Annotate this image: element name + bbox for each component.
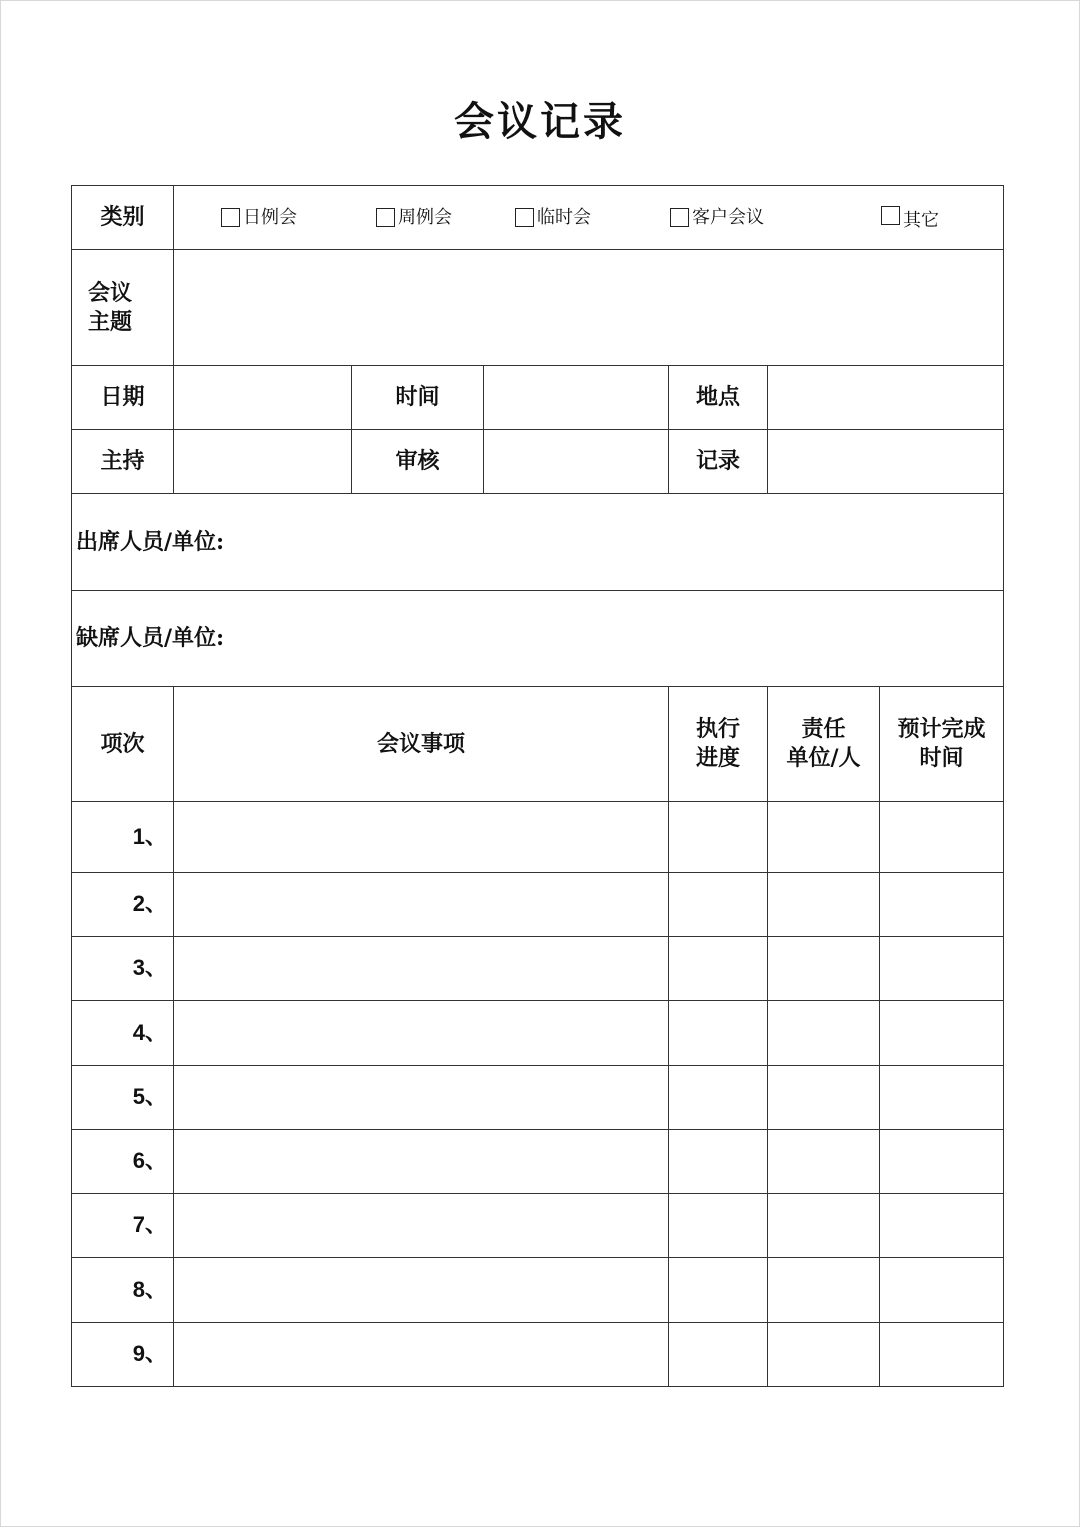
location-input[interactable] (768, 366, 1004, 430)
row-due-input[interactable] (880, 1130, 1004, 1194)
row-item-input[interactable] (174, 1194, 669, 1258)
checkbox-icon[interactable] (376, 208, 395, 227)
row-item-input[interactable] (174, 1066, 669, 1130)
checkbox-icon[interactable] (221, 208, 240, 227)
header-owner-line2: 单位/人 (786, 745, 861, 771)
row-owner-input[interactable] (768, 937, 880, 1001)
row-number: 9、 (72, 1323, 174, 1387)
category-option-label: 周例会 (398, 206, 452, 228)
meeting-record-form (71, 185, 1004, 1387)
time-input[interactable] (484, 366, 669, 430)
topic-label-line2: 主题 (88, 308, 133, 335)
row-progress-input[interactable] (669, 1258, 768, 1323)
category-option-label: 其它 (903, 209, 939, 231)
category-option-weekly[interactable] (376, 206, 452, 229)
row-number: 3、 (72, 937, 174, 1001)
row-item-input[interactable] (174, 1258, 669, 1323)
table-row (72, 1066, 1004, 1130)
row-due-input[interactable] (880, 802, 1004, 873)
checkbox-icon[interactable] (670, 208, 689, 227)
row-owner-input[interactable] (768, 1066, 880, 1130)
attendees-field[interactable] (72, 494, 1004, 591)
header-progress-line1: 执行 (695, 716, 740, 743)
row-item-input[interactable] (174, 802, 669, 873)
category-option-label: 日例会 (243, 206, 297, 228)
review-label: 审核 (352, 430, 484, 494)
table-row (72, 1001, 1004, 1066)
row-owner-input[interactable] (768, 873, 880, 937)
row-progress-input[interactable] (669, 1130, 768, 1194)
row-number: 4、 (72, 1001, 174, 1066)
topic-label-line1: 会议 (88, 279, 133, 306)
row-number: 6、 (72, 1130, 174, 1194)
row-item-input[interactable] (174, 1323, 669, 1387)
page-title: 会议记录 (454, 98, 626, 145)
row-progress-input[interactable] (669, 937, 768, 1001)
category-option-other[interactable] (881, 209, 939, 232)
attendees-label: 出席人员/单位: (76, 528, 225, 555)
header-owner-line1: 责任 (801, 716, 846, 743)
category-option-daily[interactable] (221, 206, 297, 229)
header-due (880, 687, 1004, 802)
row-due-input[interactable] (880, 1001, 1004, 1066)
host-label: 主持 (72, 430, 174, 494)
category-option-label: 客户会议 (692, 206, 764, 228)
time-label: 时间 (352, 366, 484, 430)
row-progress-input[interactable] (669, 873, 768, 937)
row-due-input[interactable] (880, 1194, 1004, 1258)
row-item-input[interactable] (174, 873, 669, 937)
row-number: 2、 (72, 873, 174, 937)
row-owner-input[interactable] (768, 1194, 880, 1258)
recorder-input[interactable] (768, 430, 1004, 494)
review-input[interactable] (484, 430, 669, 494)
date-input[interactable] (174, 366, 352, 430)
category-option-adhoc[interactable] (515, 206, 591, 229)
header-item: 会议事项 (174, 687, 669, 802)
row-due-input[interactable] (880, 1323, 1004, 1387)
row-item-input[interactable] (174, 937, 669, 1001)
date-label: 日期 (72, 366, 174, 430)
row-progress-input[interactable] (669, 1066, 768, 1130)
table-row (72, 937, 1004, 1001)
header-due-line2: 时间 (919, 745, 964, 771)
host-input[interactable] (174, 430, 352, 494)
checkbox-icon[interactable] (881, 206, 900, 225)
row-number: 7、 (72, 1194, 174, 1258)
category-options (174, 186, 1004, 250)
table-row (72, 1130, 1004, 1194)
row-due-input[interactable] (880, 937, 1004, 1001)
table-row (72, 1258, 1004, 1323)
table-row (72, 1194, 1004, 1258)
row-progress-input[interactable] (669, 802, 768, 873)
row-number: 5、 (72, 1066, 174, 1130)
row-number: 1、 (72, 802, 174, 873)
row-item-input[interactable] (174, 1001, 669, 1066)
topic-label (72, 250, 174, 366)
table-row (72, 873, 1004, 937)
checkbox-icon[interactable] (515, 208, 534, 227)
row-due-input[interactable] (880, 1258, 1004, 1323)
category-option-client[interactable] (670, 206, 764, 229)
category-label: 类别 (72, 186, 174, 250)
header-index: 项次 (72, 687, 174, 802)
absentees-label: 缺席人员/单位: (76, 625, 225, 652)
location-label: 地点 (669, 366, 768, 430)
absentees-field[interactable] (72, 591, 1004, 687)
row-item-input[interactable] (174, 1130, 669, 1194)
row-number: 8、 (72, 1258, 174, 1323)
row-progress-input[interactable] (669, 1194, 768, 1258)
table-row (72, 802, 1004, 873)
row-owner-input[interactable] (768, 1258, 880, 1323)
row-progress-input[interactable] (669, 1001, 768, 1066)
row-due-input[interactable] (880, 1066, 1004, 1130)
row-due-input[interactable] (880, 873, 1004, 937)
table-row (72, 1323, 1004, 1387)
header-due-line1: 预计完成 (897, 716, 986, 743)
recorder-label: 记录 (669, 430, 768, 494)
header-progress-line2: 进度 (695, 745, 740, 771)
row-owner-input[interactable] (768, 1130, 880, 1194)
header-owner (768, 687, 880, 802)
header-progress (669, 687, 768, 802)
row-owner-input[interactable] (768, 1323, 880, 1387)
category-option-label: 临时会 (537, 206, 591, 228)
row-owner-input[interactable] (768, 802, 880, 873)
topic-input[interactable] (174, 250, 1004, 366)
row-progress-input[interactable] (669, 1323, 768, 1387)
row-owner-input[interactable] (768, 1001, 880, 1066)
